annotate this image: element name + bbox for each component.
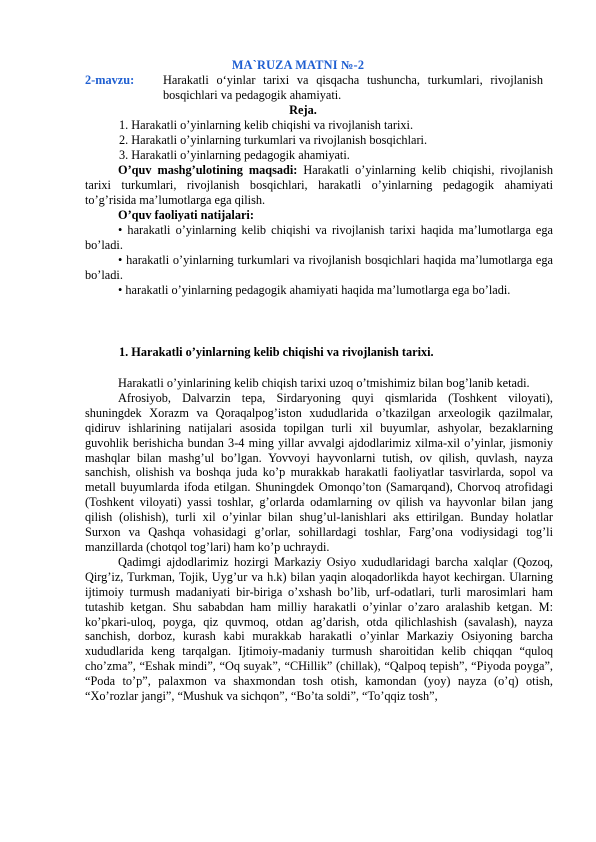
paragraph: Afrosiyob, Dalvarzin tepa, Sirdaryoning quyi qismlarida (Toshkent viloyati), shuningdek Xorazm va Qoraqalpog’iston xududlarida o’tkazilgan arxeologik qazilmalar, qidiruv ishlarining natijalari asosida topilgan turli xil buyumlar, ashyolar, bezaklarning guvohlik berishicha bundan 3-4 ming yillar avvalgi ajdodlarimiz xilma-xil o’yinlar, jismoniy mashqlar bilan mashg’ul bo’lgan. Yovvoyi hayvonlarni tutish, ov qilish, quvlash, nayza sanchish, olishish va boshqa juda ko’p murakkab harakatli faoliyatlar tasvirlarda, sopol va metall buyumlarda ifoda etilgan. Shuningdek Omonqo’ton (Samarqand), Chorvoq atrofidagi (Toshkent viloyati) yassi toshlar, g’orlarda odamlarning ov qilish va hayvonlar bilan jang qilish (olishish), turli xil o’yinlar bilan shug’ul-lanishlari aks ettirilgan. Bunday holatlar Surxon va Qashqa vohasidagi g’orlar, sohillardagi toshlar, Farg’ona vodiysidagi tog’li manzillarda (chotqol tog’lari) ham ko’p uchraydi. [85,390,553,554]
paragraph: Qadimgi ajdodlarimiz hozirgi Markaziy Osiyo xududlaridagi barcha xalqlar (Qozoq, Qirg’iz, Turkman, Tojik, Uyg’ur va h.k) bilan yaqin aloqadorlikda hayot kechirgan. Ularning ijtimoiy turmush madaniyati bir-biriga o’xshash bo’lib, urf-odatlari, turli marosimlari ham tutashib ketgan. Shu sababdan ham milliy harakatli o’yinlar o’zaro aralashib ketgan. M: ko’pkari-uloq, poyga, qiz quvmoq, otdan ag’darish, otda qilichlashish (savalash), nayza sanchish, dorboz, kurash kabi murakkab harakatli o’yinlar Markaziy Osiyoning barcha xududlarida keng tarqalgan. Ijtimoiy-madaniy turmush sharoitidan kelib chiqqan “quloq cho’zma”, “Eshak mindi”, “Oq suyak”, “CHillik” (chillak), “Qalpoq tepish”, “Piyoda poyga”, “Poda to’p”, palaxmon va shaxmondan tosh otish, kamondan (yoy) nayza (o’q) otish, “Xo’rozlar jangi”, “Mushuk va sichqon”, “Bo’ta soldi”, “To’qqiz tosh”, [85,554,553,704]
plan-item: 3. Harakatli o’yinlarning pedagogik ahamiyati. [119,147,350,162]
bullet-icon: • [118,223,123,237]
result-item: • harakatli o’yinlarning pedagogik ahamiyati haqida ma’lumotlarga ega bo’ladi. [118,282,511,297]
result-item: • harakatli o’yinlarning kelib chiqishi va rivojlanish tarixi haqida ma’lumotlarga ega bo’ladi. [85,223,553,252]
goal-text: Harakatli o’yinlarning kelib chiqishi, rivojlanish tarixi turkumlari, rivojlanish bosqichlari, harakatli o’yinlarning pedagogik ahamiyati to’g’risida ma’lumotlarga ega qilish. [85,163,553,207]
goal-paragraph [85,163,553,208]
bullet-icon: • [118,252,123,267]
section-heading: 1. Harakatli o’yinlarning kelib chiqishi va rivojlanish tarixi. [119,345,434,359]
topic-text: Harakatli o‘yinlar tarixi va qisqacha tushuncha, turkumlari, rivojlanish bosqichlari va pedagogik ahamiyati. [163,73,543,102]
plan-list [119,118,539,163]
bullet-icon: • [118,282,123,297]
goal-label: O’quv mashg’ulotining maqsadi: [118,163,298,177]
result-item: • harakatli o’yinlarning turkumlari va rivojlanish bosqichlari haqida ma’lumotlarga ega bo’ladi. [85,252,553,282]
body-text [85,376,553,704]
lecture-title: MA`RUZA MATNI №-2 [231,58,365,72]
topic-label: 2-mavzu: [85,73,135,87]
results-heading: O’quv faoliyati natijalari: [118,208,254,222]
results-heading-block [85,208,553,223]
plan-heading: Reja. [289,103,317,117]
plan-item: 2. Harakatli o’yinlarning turkumlari va rivojlanish bosqichlari. [119,132,428,147]
results-list [85,223,553,298]
paragraph: Harakatli o’yinlarining kelib chiqish tarixi uzoq o’tmishimiz bilan bog’lanib ketadi. [118,376,530,390]
plan-item: 1. Harakatli o’yinlarning kelib chiqishi va rivojlanish tarixi. [119,118,414,132]
